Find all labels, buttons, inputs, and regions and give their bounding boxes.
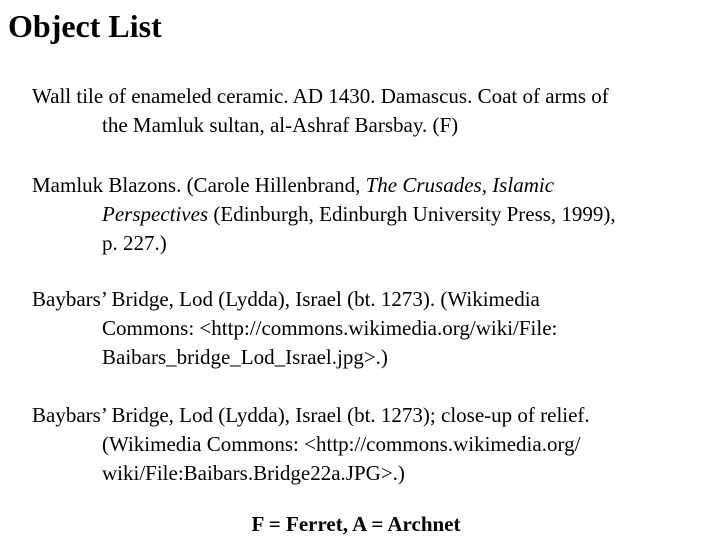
entry-line bbox=[32, 229, 616, 258]
entry-line bbox=[32, 200, 616, 229]
entry-text: Baybars’ Bridge, Lod (Lydda), Israel (bt. 1273). (Wikimedia bbox=[32, 287, 540, 311]
entry-line bbox=[32, 401, 590, 430]
object-entry bbox=[32, 171, 616, 258]
italic-title-text: Perspectives bbox=[102, 202, 209, 226]
object-entry bbox=[32, 401, 590, 488]
entry-line bbox=[32, 459, 590, 488]
object-entry bbox=[32, 82, 609, 140]
italic-title-text: The Crusades, Islamic bbox=[365, 173, 555, 197]
entry-text: Baybars’ Bridge, Lod (Lydda), Israel (bt. 1273); close-up of relief. bbox=[32, 403, 590, 427]
entry-text: wiki/File:Baibars.Bridge22a.JPG>.) bbox=[102, 461, 405, 485]
entry-line bbox=[32, 314, 557, 343]
entry-text: Mamluk Blazons. (Carole Hillenbrand, bbox=[32, 173, 366, 197]
entry-text: (Edinburgh, Edinburgh University Press, 1999), bbox=[208, 202, 616, 226]
entry-text: the Mamluk sultan, al-Ashraf Barsbay. (F) bbox=[102, 113, 459, 137]
entry-text: (Wikimedia Commons: <http://commons.wikimedia.org/ bbox=[102, 432, 581, 456]
entry-line bbox=[32, 343, 557, 372]
entry-text: Baibars_bridge_Lod_Israel.jpg>.) bbox=[102, 345, 388, 369]
entry-line bbox=[32, 82, 609, 111]
entry-line bbox=[32, 171, 616, 200]
footer-legend-text: F = Ferret, A = Archnet bbox=[251, 512, 461, 536]
entry-line bbox=[32, 111, 609, 140]
page-title: Object List bbox=[8, 8, 162, 44]
entry-line bbox=[32, 430, 590, 459]
entry-text: p. 227.) bbox=[102, 231, 167, 255]
entry-text: Commons: <http://commons.wikimedia.org/wiki/File: bbox=[102, 316, 558, 340]
entry-line bbox=[32, 285, 557, 314]
object-entry bbox=[32, 285, 557, 372]
entry-text: Wall tile of enameled ceramic. AD 1430. Damascus. Coat of arms of bbox=[32, 84, 609, 108]
footer-legend bbox=[0, 511, 720, 537]
